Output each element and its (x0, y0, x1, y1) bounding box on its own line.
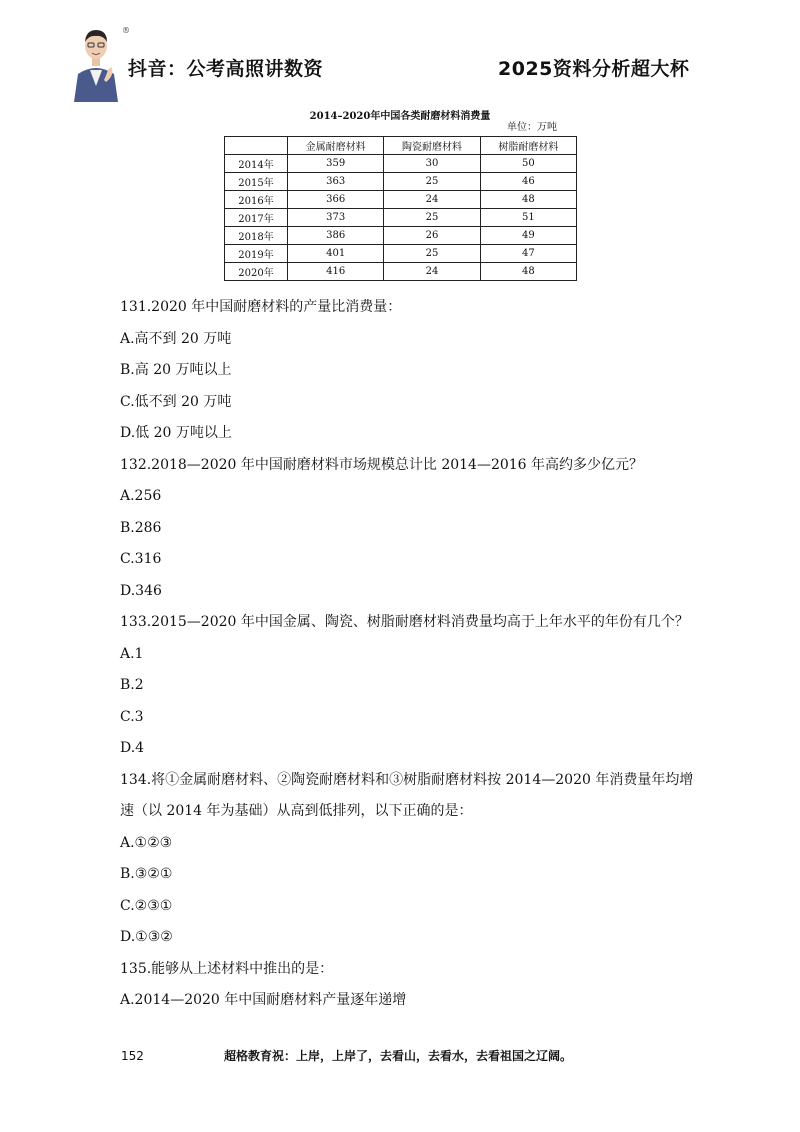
option-d: D.346 (120, 582, 162, 599)
table-cell: 48 (480, 263, 576, 281)
year-cell: 2015年 (225, 173, 288, 191)
column-header: 树脂耐磨材料 (480, 137, 576, 155)
option-d: D.①③② (120, 929, 173, 945)
page-header (0, 0, 800, 110)
year-cell: 2019年 (225, 245, 288, 263)
option-b: B.286 (120, 519, 162, 536)
page-number: 152 (121, 1049, 144, 1063)
option-a: A.2014—2020 年中国耐磨材料产量逐年递增 (120, 992, 407, 1008)
footer-slogan: 超格教育祝：上岸，上岸了，去看山，去看水，去看祖国之辽阔。 (224, 1049, 573, 1063)
option-b: B.③②① (120, 866, 173, 882)
option-c: C.②③① (120, 897, 173, 914)
table-row (225, 155, 577, 173)
table-row (225, 191, 577, 209)
presenter-avatar (68, 22, 124, 102)
option-c: C.低不到 20 万吨 (120, 393, 232, 410)
question-135: 135.能够从上述材料中推出的是： (120, 960, 334, 977)
table-cell: 416 (288, 263, 384, 281)
table-row (225, 227, 577, 245)
table-row (225, 263, 577, 281)
table-cell: 25 (384, 245, 480, 263)
option-c: C.3 (120, 708, 144, 725)
table-cell: 386 (288, 227, 384, 245)
table-cell: 46 (480, 173, 576, 191)
table-cell: 25 (384, 173, 480, 191)
question-list (120, 292, 720, 1017)
table-cell: 359 (288, 155, 384, 173)
table-cell: 366 (288, 191, 384, 209)
option-b: B.高 20 万吨以上 (120, 362, 232, 378)
table-cell: 50 (480, 155, 576, 173)
question-134-continued: 速（以 2014 年为基础）从高到低排列，以下正确的是： (120, 803, 473, 819)
table-cell: 49 (480, 227, 576, 245)
option-a: A.256 (120, 488, 162, 504)
year-cell: 2020年 (225, 263, 288, 281)
table-row (225, 209, 577, 227)
table-cell: 47 (480, 245, 576, 263)
table-cell: 48 (480, 191, 576, 209)
question-131: 131.2020 年中国耐磨材料的产量比消费量： (120, 299, 402, 315)
table-cell: 51 (480, 209, 576, 227)
year-cell: 2016年 (225, 191, 288, 209)
question-133: 133.2015—2020 年中国金属、陶瓷、树脂耐磨材料消费量均高于上年水平的年份有几个？ (120, 614, 689, 630)
option-a: A.1 (120, 645, 144, 662)
column-header: 金属耐磨材料 (288, 137, 384, 155)
option-d: D.4 (120, 740, 145, 756)
table-title: 2014–2020年中国各类耐磨材料消费量 (309, 111, 491, 122)
option-b: B.2 (120, 677, 144, 693)
table-unit: 单位：万吨 (507, 122, 557, 133)
year-cell: 2014年 (225, 155, 288, 173)
option-c: C.316 (120, 551, 162, 567)
table-cell: 363 (288, 173, 384, 191)
option-d: D.低 20 万吨以上 (120, 425, 232, 441)
douyin-brand: 抖音：公考高照讲数资 (128, 58, 324, 80)
table-cell: 24 (384, 191, 480, 209)
table-row (225, 245, 577, 263)
column-header: 陶瓷耐磨材料 (384, 137, 480, 155)
course-title: 2025资料分析超大杯 (498, 58, 690, 80)
consumption-table (224, 136, 577, 281)
question-132: 132.2018—2020 年中国耐磨材料市场规模总计比 2014—2016 年高约多少亿元？ (120, 456, 644, 473)
question-134: 134.将①金属耐磨材料、②陶瓷耐磨材料和③树脂耐磨材料按 2014—2020 年消费量年均增 (120, 771, 694, 788)
table-cell: 30 (384, 155, 480, 173)
column-header (225, 137, 288, 155)
table-row (225, 173, 577, 191)
option-a: A.①②③ (120, 834, 173, 851)
table-cell: 401 (288, 245, 384, 263)
table-cell: 25 (384, 209, 480, 227)
registered-mark: ® (122, 26, 130, 35)
table-header-row (225, 137, 577, 155)
year-cell: 2017年 (225, 209, 288, 227)
year-cell: 2018年 (225, 227, 288, 245)
table-cell: 24 (384, 263, 480, 281)
table-cell: 26 (384, 227, 480, 245)
option-a: A.高不到 20 万吨 (120, 330, 232, 347)
table-cell: 373 (288, 209, 384, 227)
